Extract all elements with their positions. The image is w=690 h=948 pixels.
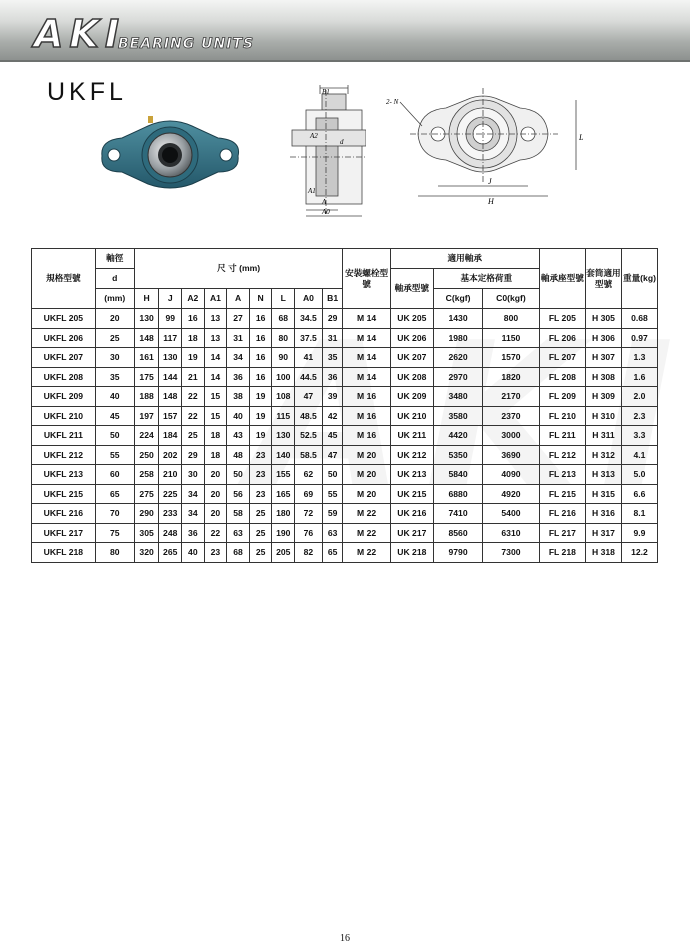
table-cell: 148: [134, 328, 159, 348]
table-cell: 35: [95, 367, 134, 387]
table-row: [32, 387, 658, 407]
table-cell: 50: [322, 465, 343, 485]
table-cell: H 315: [585, 484, 621, 504]
table-cell: 31: [227, 328, 250, 348]
table-cell: H 307: [585, 348, 621, 368]
table-cell: UKFL 211: [32, 426, 96, 446]
table-cell: M 20: [343, 445, 390, 465]
table-cell: 72: [295, 504, 323, 524]
table-cell: 63: [322, 523, 343, 543]
table-cell: 30: [95, 348, 134, 368]
table-cell: 65: [322, 543, 343, 563]
table-cell: 197: [134, 406, 159, 426]
table-cell: 2370: [483, 406, 540, 426]
table-cell: FL 210: [539, 406, 585, 426]
table-cell: 18: [204, 445, 227, 465]
table-cell: 56: [227, 484, 250, 504]
header-col-H: H: [134, 289, 159, 309]
page-number: 16: [340, 933, 350, 944]
table-cell: 23: [249, 484, 272, 504]
brand-subtitle: BEARING UNITS: [118, 36, 255, 52]
table-cell: UKFL 217: [32, 523, 96, 543]
table-cell: 31: [322, 328, 343, 348]
table-cell: 21: [182, 367, 205, 387]
table-row: [32, 523, 658, 543]
header-col-A1: A1: [204, 289, 227, 309]
table-cell: M 22: [343, 523, 390, 543]
table-cell: 14: [204, 367, 227, 387]
table-cell: UK 211: [390, 426, 433, 446]
table-cell: H 310: [585, 406, 621, 426]
table-cell: 18: [182, 328, 205, 348]
table-cell: 7410: [433, 504, 482, 524]
table-cell: UKFL 212: [32, 445, 96, 465]
label-L: L: [579, 133, 584, 142]
table-cell: 30: [182, 465, 205, 485]
table-cell: FL 209: [539, 387, 585, 407]
table-cell: 2.3: [621, 406, 657, 426]
table-cell: 1430: [433, 309, 482, 329]
table-cell: 25: [95, 328, 134, 348]
table-cell: 16: [182, 309, 205, 329]
spec-table: [31, 248, 658, 563]
table-cell: 16: [249, 309, 272, 329]
table-cell: 58: [227, 504, 250, 524]
table-cell: 25: [249, 523, 272, 543]
table-cell: 1820: [483, 367, 540, 387]
table-cell: UK 206: [390, 328, 433, 348]
table-cell: 9790: [433, 543, 482, 563]
side-view-drawing: [286, 82, 366, 222]
table-cell: 99: [159, 309, 182, 329]
table-cell: 25: [182, 426, 205, 446]
table-cell: UKFL 207: [32, 348, 96, 368]
table-cell: UK 208: [390, 367, 433, 387]
table-cell: 6.6: [621, 484, 657, 504]
table-cell: H 305: [585, 309, 621, 329]
header-mm: (mm): [95, 289, 134, 309]
table-cell: 75: [95, 523, 134, 543]
table-cell: UK 216: [390, 504, 433, 524]
table-cell: H 309: [585, 387, 621, 407]
table-cell: 3000: [483, 426, 540, 446]
table-cell: 130: [272, 426, 295, 446]
table-cell: H 308: [585, 367, 621, 387]
table-cell: 69: [295, 484, 323, 504]
table-cell: 48: [227, 445, 250, 465]
table-cell: 233: [159, 504, 182, 524]
table-cell: 29: [322, 309, 343, 329]
table-row: [32, 543, 658, 563]
table-cell: UKFL 216: [32, 504, 96, 524]
table-cell: 305: [134, 523, 159, 543]
table-cell: 0.68: [621, 309, 657, 329]
table-cell: 190: [272, 523, 295, 543]
table-cell: 250: [134, 445, 159, 465]
table-row: [32, 348, 658, 368]
header-shaft: 軸徑: [95, 249, 134, 269]
table-cell: 130: [159, 348, 182, 368]
table-cell: 40: [182, 543, 205, 563]
header-dimensions: 尺 寸 (mm): [134, 249, 343, 289]
table-cell: H 306: [585, 328, 621, 348]
table-cell: M 20: [343, 465, 390, 485]
table-cell: 36: [182, 523, 205, 543]
table-cell: 157: [159, 406, 182, 426]
table-cell: 38: [227, 387, 250, 407]
table-cell: 2620: [433, 348, 482, 368]
table-cell: FL 217: [539, 523, 585, 543]
table-cell: 52.5: [295, 426, 323, 446]
table-cell: 5840: [433, 465, 482, 485]
table-cell: 13: [204, 328, 227, 348]
table-cell: FL 212: [539, 445, 585, 465]
table-cell: M 14: [343, 348, 390, 368]
header-col-B1: B1: [322, 289, 343, 309]
table-row: [32, 504, 658, 524]
table-cell: 27: [227, 309, 250, 329]
table-cell: 205: [272, 543, 295, 563]
header-housing: 軸承座型號: [539, 249, 585, 309]
table-cell: M 14: [343, 309, 390, 329]
table-cell: UK 205: [390, 309, 433, 329]
table-cell: 161: [134, 348, 159, 368]
table-cell: 19: [182, 348, 205, 368]
table-cell: 0.97: [621, 328, 657, 348]
table-cell: M 16: [343, 387, 390, 407]
table-cell: 248: [159, 523, 182, 543]
table-cell: 41: [295, 348, 323, 368]
table-cell: 20: [204, 484, 227, 504]
table-cell: 34: [227, 348, 250, 368]
table-cell: 3690: [483, 445, 540, 465]
table-cell: 45: [322, 426, 343, 446]
table-cell: 12.2: [621, 543, 657, 563]
table-cell: 43: [227, 426, 250, 446]
table-cell: 14: [204, 348, 227, 368]
table-cell: 130: [134, 309, 159, 329]
table-cell: FL 215: [539, 484, 585, 504]
header-col-A: A: [227, 289, 250, 309]
table-cell: UK 218: [390, 543, 433, 563]
table-cell: 68: [227, 543, 250, 563]
table-cell: 115: [272, 406, 295, 426]
table-cell: FL 213: [539, 465, 585, 485]
table-cell: 58.5: [295, 445, 323, 465]
table-cell: 22: [204, 523, 227, 543]
table-cell: M 16: [343, 426, 390, 446]
table-cell: 80: [95, 543, 134, 563]
front-view-drawing: [380, 82, 590, 212]
table-cell: 19: [249, 426, 272, 446]
table-cell: 23: [249, 445, 272, 465]
table-cell: 108: [272, 387, 295, 407]
table-cell: 165: [272, 484, 295, 504]
header-load: 基本定格荷重: [433, 269, 539, 289]
table-cell: 184: [159, 426, 182, 446]
table-row: [32, 367, 658, 387]
table-cell: 23: [249, 465, 272, 485]
table-cell: FL 208: [539, 367, 585, 387]
table-cell: 65: [95, 484, 134, 504]
table-cell: 1.6: [621, 367, 657, 387]
table-cell: FL 216: [539, 504, 585, 524]
label-J: J: [488, 177, 492, 186]
table-cell: H 313: [585, 465, 621, 485]
table-row: [32, 309, 658, 329]
table-cell: M 20: [343, 484, 390, 504]
header-C0: C0(kgf): [483, 289, 540, 309]
table-cell: H 312: [585, 445, 621, 465]
table-cell: 44.5: [295, 367, 323, 387]
table-row: [32, 484, 658, 504]
table-cell: UK 213: [390, 465, 433, 485]
table-cell: 19: [249, 387, 272, 407]
table-cell: H 311: [585, 426, 621, 446]
table-cell: FL 218: [539, 543, 585, 563]
table-cell: 37.5: [295, 328, 323, 348]
label-B1: B1: [322, 88, 330, 96]
table-cell: 225: [159, 484, 182, 504]
header-col-J: J: [159, 289, 182, 309]
table-cell: 55: [322, 484, 343, 504]
table-cell: UK 215: [390, 484, 433, 504]
header-col-A0: A0: [295, 289, 323, 309]
table-cell: 60: [95, 465, 134, 485]
table-cell: 62: [295, 465, 323, 485]
table-cell: 8.1: [621, 504, 657, 524]
table-cell: 45: [95, 406, 134, 426]
header-col-A2: A2: [182, 289, 205, 309]
label-A2: A2: [310, 132, 318, 140]
table-cell: 144: [159, 367, 182, 387]
table-cell: 36: [227, 367, 250, 387]
label-A1: A1: [308, 187, 316, 195]
table-cell: 2.0: [621, 387, 657, 407]
table-cell: 100: [272, 367, 295, 387]
table-cell: UKFL 213: [32, 465, 96, 485]
table-cell: H 318: [585, 543, 621, 563]
table-cell: 13: [204, 309, 227, 329]
table-cell: 22: [182, 387, 205, 407]
table-cell: 34.5: [295, 309, 323, 329]
table-cell: 50: [227, 465, 250, 485]
header-col-N: N: [249, 289, 272, 309]
table-cell: UKFL 215: [32, 484, 96, 504]
table-cell: FL 205: [539, 309, 585, 329]
table-cell: 4.1: [621, 445, 657, 465]
table-cell: 9.9: [621, 523, 657, 543]
table-cell: UKFL 218: [32, 543, 96, 563]
table-cell: UK 209: [390, 387, 433, 407]
table-cell: 1.3: [621, 348, 657, 368]
table-cell: 16: [249, 348, 272, 368]
table-cell: 210: [159, 465, 182, 485]
table-cell: 180: [272, 504, 295, 524]
table-cell: 15: [204, 406, 227, 426]
table-cell: 1570: [483, 348, 540, 368]
table-cell: 48.5: [295, 406, 323, 426]
table-cell: 2170: [483, 387, 540, 407]
table-cell: H 316: [585, 504, 621, 524]
table-cell: 258: [134, 465, 159, 485]
table-cell: 59: [322, 504, 343, 524]
table-cell: 22: [182, 406, 205, 426]
table-row: [32, 406, 658, 426]
table-cell: UK 210: [390, 406, 433, 426]
table-cell: 1980: [433, 328, 482, 348]
header-rule: [0, 60, 690, 62]
table-cell: 23: [204, 543, 227, 563]
table-cell: 20: [95, 309, 134, 329]
table-row: [32, 465, 658, 485]
table-cell: 3480: [433, 387, 482, 407]
table-cell: 29: [182, 445, 205, 465]
table-cell: 188: [134, 387, 159, 407]
label-A: A: [322, 198, 327, 206]
table-cell: UKFL 209: [32, 387, 96, 407]
table-cell: UK 207: [390, 348, 433, 368]
table-cell: UKFL 208: [32, 367, 96, 387]
table-cell: 40: [227, 406, 250, 426]
table-cell: 47: [295, 387, 323, 407]
table-cell: FL 206: [539, 328, 585, 348]
table-cell: 40: [95, 387, 134, 407]
header-model: 規格型號: [32, 249, 96, 309]
table-cell: 800: [483, 309, 540, 329]
table-cell: 148: [159, 387, 182, 407]
table-cell: 15: [204, 387, 227, 407]
label-d: d: [340, 138, 344, 146]
table-cell: 117: [159, 328, 182, 348]
table-cell: 39: [322, 387, 343, 407]
table-cell: 5400: [483, 504, 540, 524]
label-A0: A0: [322, 208, 330, 216]
table-cell: 265: [159, 543, 182, 563]
table-cell: 68: [272, 309, 295, 329]
table-cell: 20: [204, 465, 227, 485]
table-cell: 80: [272, 328, 295, 348]
table-cell: 90: [272, 348, 295, 368]
table-cell: 6880: [433, 484, 482, 504]
table-cell: 5350: [433, 445, 482, 465]
table-cell: 4090: [483, 465, 540, 485]
table-cell: UKFL 210: [32, 406, 96, 426]
brand-logo: AKI: [34, 12, 125, 56]
product-photo: [96, 110, 244, 190]
table-cell: 5.0: [621, 465, 657, 485]
header-d: d: [95, 269, 134, 289]
table-cell: FL 207: [539, 348, 585, 368]
header-bolt: 安裝螺栓型號: [343, 249, 390, 309]
table-cell: 20: [204, 504, 227, 524]
table-cell: FL 211: [539, 426, 585, 446]
table-cell: 76: [295, 523, 323, 543]
table-cell: M 14: [343, 328, 390, 348]
table-cell: 275: [134, 484, 159, 504]
table-cell: 16: [249, 367, 272, 387]
table-cell: UK 212: [390, 445, 433, 465]
table-cell: 1150: [483, 328, 540, 348]
table-cell: 175: [134, 367, 159, 387]
header-bearing-no: 軸承型號: [390, 269, 433, 309]
table-cell: 25: [249, 504, 272, 524]
header-weight: 重量(kg): [621, 249, 657, 309]
header-bearing-group: 適用軸承: [390, 249, 539, 269]
table-cell: 34: [182, 484, 205, 504]
table-cell: 19: [249, 406, 272, 426]
table-cell: M 16: [343, 406, 390, 426]
table-cell: 25: [249, 543, 272, 563]
table-cell: 42: [322, 406, 343, 426]
table-cell: UKFL 206: [32, 328, 96, 348]
table-cell: 8560: [433, 523, 482, 543]
table-cell: 6310: [483, 523, 540, 543]
table-row: [32, 445, 658, 465]
table-cell: 55: [95, 445, 134, 465]
table-cell: 16: [249, 328, 272, 348]
table-cell: 63: [227, 523, 250, 543]
table-cell: 4920: [483, 484, 540, 504]
table-cell: 140: [272, 445, 295, 465]
page-title: UKFL: [47, 78, 127, 106]
table-cell: 50: [95, 426, 134, 446]
table-cell: 34: [182, 504, 205, 524]
table-cell: M 14: [343, 367, 390, 387]
table-cell: 3.3: [621, 426, 657, 446]
table-cell: 36: [322, 367, 343, 387]
table-cell: 2970: [433, 367, 482, 387]
table-cell: 35: [322, 348, 343, 368]
table-cell: 82: [295, 543, 323, 563]
table-cell: M 22: [343, 504, 390, 524]
label-H: H: [488, 197, 494, 206]
table-cell: 18: [204, 426, 227, 446]
table-cell: UKFL 205: [32, 309, 96, 329]
table-cell: 47: [322, 445, 343, 465]
table-cell: 70: [95, 504, 134, 524]
label-N: 2- N: [386, 98, 399, 106]
header-sleeve: 套筒適用型號: [585, 249, 621, 309]
table-cell: 224: [134, 426, 159, 446]
table-cell: UK 217: [390, 523, 433, 543]
table-cell: 3580: [433, 406, 482, 426]
header-col-L: L: [272, 289, 295, 309]
table-cell: 4420: [433, 426, 482, 446]
table-row: [32, 426, 658, 446]
table-cell: H 317: [585, 523, 621, 543]
table-cell: 7300: [483, 543, 540, 563]
table-cell: 290: [134, 504, 159, 524]
header-C: C(kgf): [433, 289, 482, 309]
table-cell: 202: [159, 445, 182, 465]
table-cell: 155: [272, 465, 295, 485]
table-row: [32, 328, 658, 348]
table-cell: 320: [134, 543, 159, 563]
table-cell: M 22: [343, 543, 390, 563]
